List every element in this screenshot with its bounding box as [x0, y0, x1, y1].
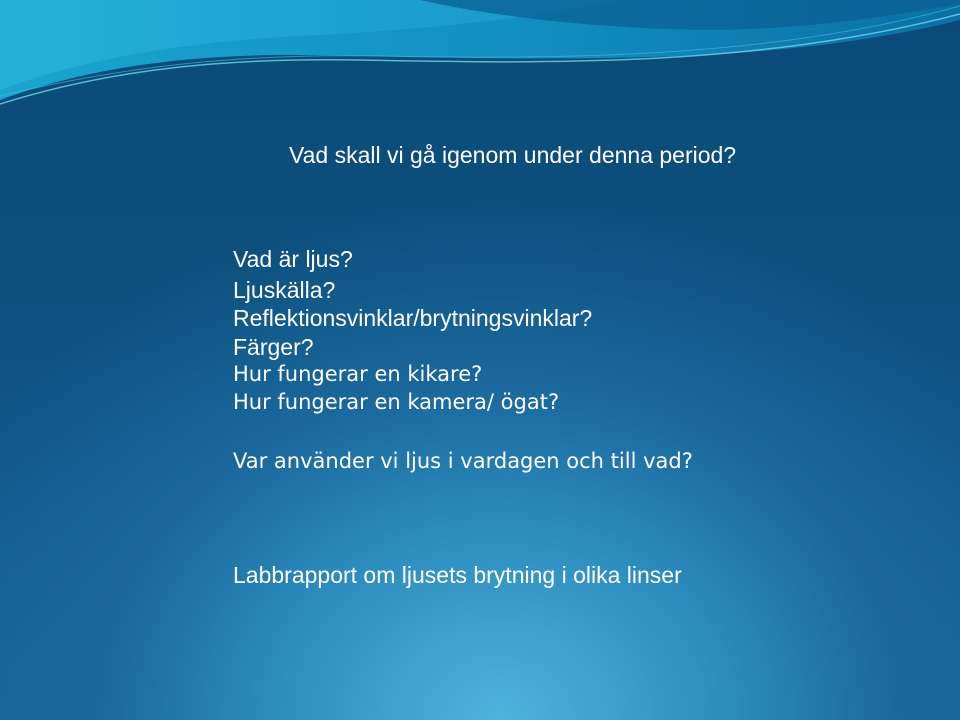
lab-report-line: Labbrapport om ljusets brytning i olika linser: [233, 562, 682, 588]
topic-item-colors: Färger?: [233, 334, 314, 360]
slide-heading: Vad skall vi gå igenom under denna period?: [289, 142, 737, 168]
header-wave-decoration: [0, 0, 960, 130]
topic-item-light-source: Ljuskälla?: [233, 277, 336, 303]
topic-item-light: Vad är ljus?: [233, 246, 353, 272]
everyday-light-question: Var använder vi ljus i vardagen och till vad?: [233, 449, 693, 473]
topic-item-camera-eye: Hur fungerar en kamera/ ögat?: [233, 390, 560, 414]
topic-item-binoculars: Hur fungerar en kikare?: [233, 362, 483, 386]
topic-item-angles: Reflektionsvinklar/brytningsvinklar?: [233, 305, 593, 331]
